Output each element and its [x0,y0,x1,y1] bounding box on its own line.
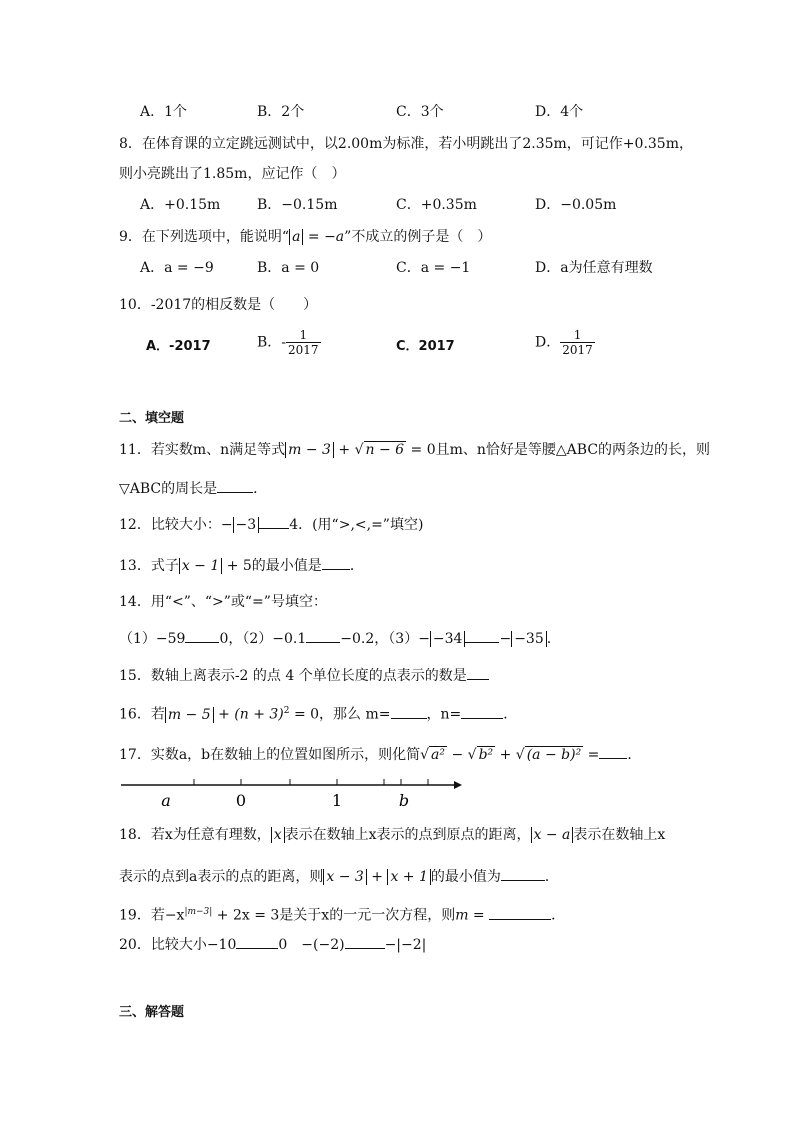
q16-stem: 16．若 $m - 5 + (n + 3)^2 = 0$，那么 m= ，n= ． [119,702,517,724]
q7-option-b: B．2个 [257,104,305,120]
q9-stem: 9．在下列选项中，能说明“ a = −a”不成立的例子是（ ） [119,229,492,245]
number-line [118,776,468,812]
q11-stem-line2: ▽ABC的周长是 ． [119,478,267,498]
section-heading-fill-in: 二、填空题 [119,411,185,426]
abs-expression: a [289,229,303,245]
answer-blank[interactable] [501,866,545,881]
q14-stem: 14．用“<”、“>”或“=”号填空： [119,594,327,610]
section-heading-answer: 三、解答题 [119,1005,185,1020]
q7-option-d: D．4个 [535,104,584,120]
q9-option-a: A．a = −9 [140,260,214,276]
answer-blank[interactable] [467,665,489,680]
answer-blank[interactable] [185,628,219,643]
answer-blank[interactable] [236,934,278,949]
q10-option-a: A．-2017 [146,339,211,354]
q18-stem-line2: 表示的点到a表示的点的距离，则 x − 3 + x + 1 的最小值为 ． [119,866,559,886]
q10-option-b: B．- $\frac{1}{2017}$ [257,328,319,357]
q13-stem: 13．式子 x − 1 + 5的最小值是 ． [119,555,364,575]
q10-stem: 10．-2017的相反数是（ ） [119,297,318,313]
label-a: a [161,791,171,810]
q18-stem-line1: 18．若x为任意有理数， x 表示在数轴上x表示的点到原点的距离， x − a 表示在数轴上x [119,827,666,843]
q19-stem: 19．若$-x^{|m-3|} + 2x = 3$是关于x的一元一次方程，则m = ． [119,903,565,925]
q11-stem-line1: 11．若实数m、n满足等式 m − 3 + √ n − 6 = 0且m、n恰好是等腰△ABC的两条边的长，则 [119,442,711,458]
label-b: b [398,791,410,810]
q8-option-b: B．−0.15m [257,197,338,213]
label-zero: 0 [235,791,247,810]
answer-blank[interactable] [306,628,340,643]
q14-parts: （1）−59 0，（2）−0.1 −0.2，（3）− −34 − −35 . [119,628,551,648]
answer-blank[interactable] [461,704,503,719]
answer-blank[interactable] [217,478,253,493]
q12-stem: 12．比较大小：− −3 4．(用“>,<,=”填空) [119,514,423,534]
q7-option-a: A．1个 [140,104,188,120]
q8-option-c: C．+0.35m [396,197,477,213]
q10-option-d: D． $\frac{1}{2017}$ [535,328,593,357]
q9-option-c: C．a = −1 [396,260,471,276]
answer-blank[interactable] [465,628,499,643]
q8-stem-line2: 则小亮跳出了1.85m，应记作（ ） [119,166,346,182]
answer-blank[interactable] [345,934,385,949]
answer-blank[interactable] [259,514,289,529]
label-one: 1 [331,791,343,810]
q15-stem: 15．数轴上离表示-2 的点 4 个单位长度的点表示的数是 [119,665,489,685]
fraction: $\frac{1}{2017}$ [562,328,593,357]
answer-blank[interactable] [391,704,427,719]
q20-stem: 20．比较大小−10 0 −(−2) −|−2| [119,934,426,954]
q10-option-c: C．2017 [396,339,455,354]
answer-blank[interactable] [599,744,627,759]
q9-option-d: D．a为任意有理数 [535,260,653,276]
answer-blank[interactable] [489,905,551,920]
arrow-icon [454,781,462,789]
fraction: $\frac{1}{2017}$ [288,328,319,357]
q8-stem-line1: 8．在体育课的立定跳远测试中，以2.00m为标准，若小明跳出了2.35m，可记作+0.35m， [119,136,693,152]
answer-blank[interactable] [322,555,350,570]
q9-option-b: B．a = 0 [257,260,320,276]
q17-stem: 17．实数a，b在数轴上的位置如图所示，则化简√ a² − √ b² + √ (a − b)² = ． [119,744,641,764]
q8-option-a: A．+0.15m [140,197,221,213]
q7-option-c: C．3个 [396,104,444,120]
q8-option-d: D．−0.05m [535,197,617,213]
